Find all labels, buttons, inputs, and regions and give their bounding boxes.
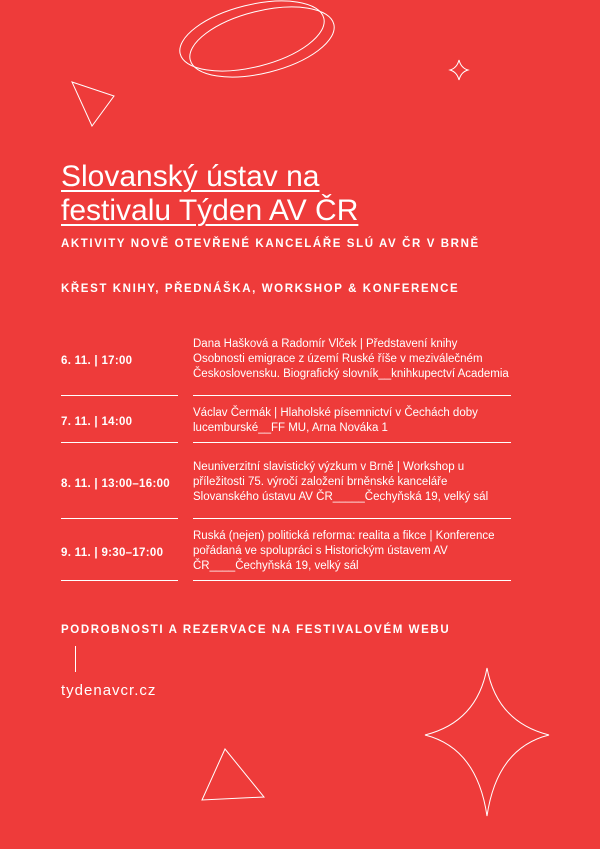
triangle-outline-icon xyxy=(72,82,114,126)
event-item xyxy=(61,326,511,396)
event-date: 9. 11. | 9:30–17:00 xyxy=(61,525,178,581)
festival-website-link[interactable]: tydenavcr.cz xyxy=(61,682,157,699)
tagline: KŘEST KNIHY, PŘEDNÁŠKA, WORKSHOP & KONFERENCE xyxy=(61,283,460,295)
details-reservation-text: PODROBNOSTI A REZERVACE NA FESTIVALOVÉM WEBU xyxy=(61,624,451,636)
event-list xyxy=(61,326,511,581)
subtitle: AKTIVITY NOVĚ OTEVŘENÉ KANCELÁŘE SLÚ AV ČR V BRNĚ xyxy=(61,238,480,250)
divider-line xyxy=(75,646,76,672)
event-description: Dana Hašková a Radomír Vlček | Představení knihy Osobnosti emigrace z území Ruské říše v meziválečném Československu. Biografický slovník__knihkupectví Academia xyxy=(193,326,511,396)
sparkle-star-icon xyxy=(450,60,468,80)
four-point-star-icon xyxy=(425,668,549,816)
page-title xyxy=(61,160,521,228)
event-item xyxy=(61,449,511,519)
event-description: Neuniverzitní slavistický výzkum v Brně | Workshop u příležitosti 75. výročí založení brněnské kanceláře Slovanského ústavu AV ČR_____Čechyňská 19, velký sál xyxy=(193,449,511,519)
event-item xyxy=(61,402,511,443)
event-item xyxy=(61,525,511,581)
event-date: 7. 11. | 14:00 xyxy=(61,402,178,443)
ellipse-rings-icon xyxy=(173,0,342,90)
event-date: 8. 11. | 13:00–16:00 xyxy=(61,449,178,519)
title-line: festivalu Týden AV ČR xyxy=(61,194,359,227)
title-line: Slovanský ústav na xyxy=(61,160,320,193)
triangle-outline-icon xyxy=(202,749,264,800)
event-description: Ruská (nejen) politická reforma: realita a fikce | Konference pořádaná ve spolupráci s Historickým ústavem AV ČR____Čechyňská 19, velký sál xyxy=(193,525,511,581)
event-description: Václav Čermák | Hlaholské písemnictví v Čechách doby lucemburské__FF MU, Arna Nováka 1 xyxy=(193,402,511,443)
event-date: 6. 11. | 17:00 xyxy=(61,326,178,396)
